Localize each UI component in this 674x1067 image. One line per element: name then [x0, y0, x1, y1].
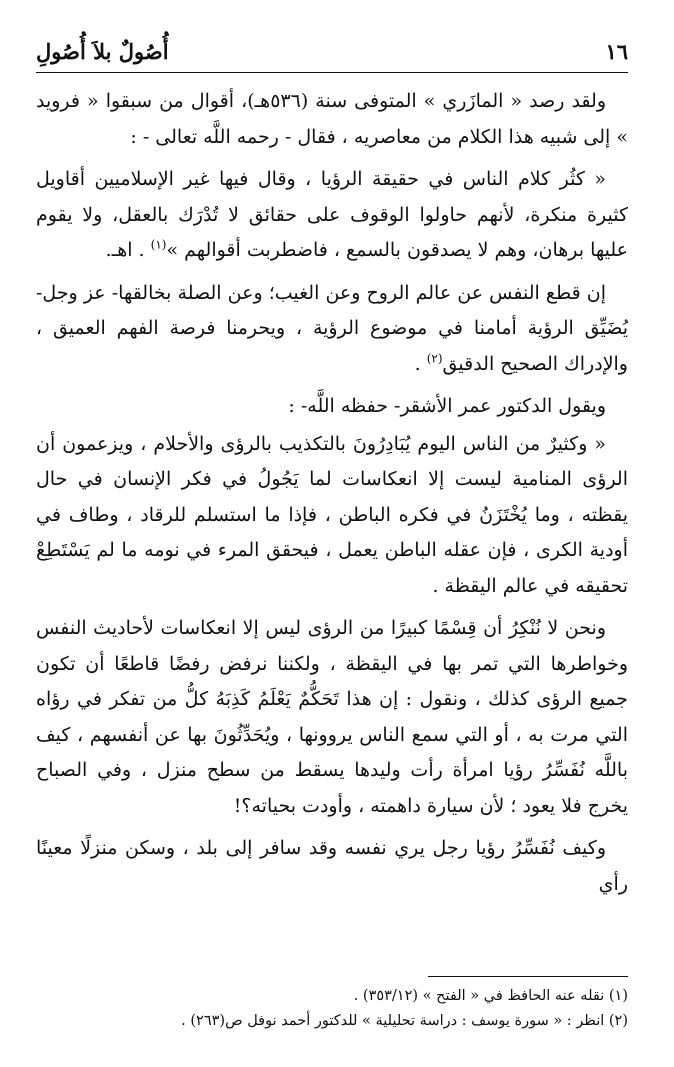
page-header — [36, 34, 628, 68]
paragraph-3-ending: . — [414, 352, 427, 375]
paragraph-4: ويقول الدكتور عمر الأشقر- حفظه اللَّه- : — [288, 395, 606, 417]
paragraph-5-quote: « وكثيرٌ من الناس اليوم يُبَادِرُونَ بالتكذيب بالرؤى والأحلام ، ويزعمون أن الرؤى المنامية ليست إلا انعكاسات لما يَجُولُ في فكر الإنسان في حال يقظته ، وما يُخْتَزَنُ في فكره الباطن ، فإذا ما استسلم للرقاد ، وطاف في أودية الكرى ، فإن عقله الباطن يعمل ، فيحقق المرء في نومه ما لم يَسْتَطِعْ تحقيقه في عالم اليقظة . — [36, 432, 628, 597]
paragraph-7: وكيف نُفَسِّرُ رؤيا رجل يري نفسه وقد سافر إلى بلد ، وسكن منزلًا معينًا رأي — [36, 837, 628, 895]
footnote-divider — [428, 976, 628, 977]
footnote-marker-2: (٢) — [426, 351, 443, 366]
paragraph-3-text: إن قطع النفس عن عالم الروح وعن الغيب؛ وعن الصلة بخالقها- عز وجل- يُضَيِّق الرؤية أمامنا في موضوع الرؤية ، ويحرمنا فرصة الفهم العميق ، والإدراك الصحيح الدقيق — [36, 281, 628, 375]
paragraph-6: ونحن لا نُنْكِرُ أن قِسْمًا كبيرًا من الرؤى ليس إلا انعكاسات لأحاديث النفس وخواطرها التي تمر بها في اليقظة ، ولكننا نرفض رفضًا قاطعًا أن تكون جميع الرؤى كذلك ، ونقول : إن هذا تَحَكُّمٌ يَعْلَمُ كَذِبَهُ كلُّ من تفكر في رؤاه التي مرت به ، أو التي سمع الناس يروونها ، ويُحَدِّثُونَ بها عن أنفسهم ، كيف باللَّه نُفَسِّرُ رؤيا امرأة رأت وليدها يسقط من سطح منزل ، وفي الصباح يخرج فلا يعود ؛ لأن سيارة داهمته ، وأودت بحياته؟! — [36, 617, 628, 817]
footnotes — [36, 984, 628, 1034]
footnote-1: (١) نقله عنه الحافظ في « الفتح » (٣٥٣/١٢) . — [353, 988, 628, 1004]
page-number: ١٦ — [605, 38, 628, 64]
paragraph-3 — [36, 276, 628, 383]
paragraph-1: ولقد رصد « المازَري » المتوفى سنة (٥٣٦هـ)، أقوال من سبقوا « فرويد » إلى شبيه هذا الكلام من معاصريه ، فقال - رحمه اللَّه تعالى - : — [36, 90, 628, 148]
header-divider — [36, 72, 628, 73]
book-title: أُصُولٌ بلاَ أُصُولِ — [36, 38, 169, 64]
quote-ending: . اهـ. — [105, 239, 151, 261]
main-text — [36, 84, 628, 909]
quote-text: « كثُر كلام الناس في حقيقة الرؤيا ، وقال فيها غير الإسلاميين أقاويل كثيرة منكرة، لأنهم حاولوا الوقوف على حقائق لا تُدْرَك بالعقل، ولا يقوم عليها برهان، وهم لا يصدقون بالسمع ، فاضطربت أقوالهم » — [36, 168, 628, 261]
paragraph-2-quote — [36, 162, 628, 269]
book-page — [36, 0, 628, 1067]
footnote-marker-1: (١) — [150, 237, 167, 252]
footnote-2: (٢) انظر : « سورة يوسف : دراسة تحليلية » للدكتور أحمد نوفل ص(٢٦٣) . — [181, 1013, 628, 1029]
